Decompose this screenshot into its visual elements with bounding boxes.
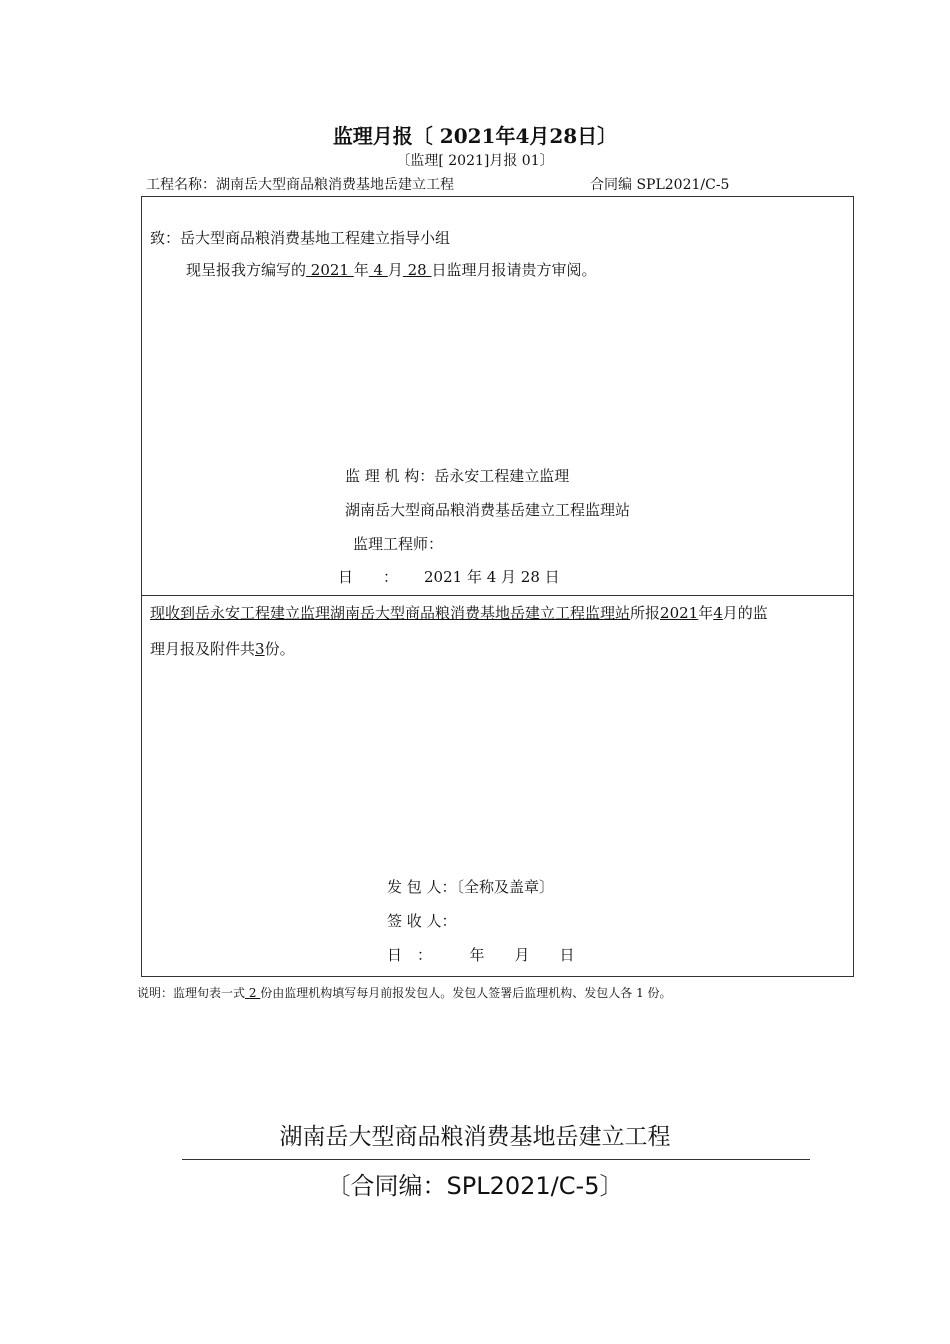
report-title: 监理月报〔 2021年4月28日〕 [332, 124, 618, 148]
submission-date-value: 2021 年 4 月 28 日 [424, 568, 560, 586]
receipt-year: 2021 [660, 604, 699, 622]
footer-contract-number: 〔合同编：SPL2021/C-5〕 [326, 1172, 624, 1200]
attachments-count: 3 [255, 640, 265, 658]
submission-day: 28 [402, 261, 432, 279]
supervision-station-name: 湖南岳大型商品粮消费基岳建立工程监理站 [345, 501, 631, 519]
signer-label: 签 收 人： [387, 912, 457, 930]
footer-project-title: 湖南岳大型商品粮消费基地岳建立工程 [279, 1124, 671, 1150]
footnote-count: 2 [245, 986, 261, 1000]
supervision-engineer-label: 监理工程师： [353, 535, 444, 553]
receipt-sender: 现收到岳永安工程建立监理湖南岳大型商品粮消费基地岳建立工程监理站 [150, 604, 631, 622]
submission-date-label: 日 ： [338, 568, 399, 586]
submission-month: 4 [368, 261, 388, 279]
receipt-month-suffix: 月的监 [722, 604, 768, 622]
footer-divider [182, 1159, 810, 1160]
project-name: 工程名称：湖南岳大型商品粮消费基地岳建立工程 [146, 177, 454, 193]
submission-year: 2021 [306, 261, 354, 279]
addressee-line: 致：岳大型商品粮消费基地工程建立指导小组 [150, 229, 451, 247]
footnote-prefix: 说明：监理旬表一式 [137, 986, 246, 1000]
receipt-month: 4 [713, 604, 723, 622]
attachments-prefix: 理月报及附件共 [150, 640, 256, 658]
supervision-org-label: 监 理 机 构：岳永安工程建立监理 [345, 467, 570, 485]
attachments-suffix: 份。 [264, 640, 295, 658]
contractor-label: 发 包 人：〔全称及盖章〕 [387, 878, 555, 896]
receipt-section [141, 594, 854, 977]
submission-suffix: 日监理月报请贵方审阅。 [431, 261, 597, 279]
report-number: 〔监理[ 2021]月报 01〕 [396, 153, 554, 169]
receipt-year-unit: 年 [698, 604, 714, 622]
footnote [137, 984, 672, 1001]
receipt-attachments [150, 638, 295, 659]
contract-number: 合同编 SPL2021/C-5 [590, 177, 730, 193]
footnote-suffix: 份由监理机构填写每月前报发包人。发包人签署后监理机构、发包人各 1 份。 [260, 986, 672, 1000]
report-submission-section [141, 196, 854, 596]
submission-prefix: 现呈报我方编写的 [186, 261, 307, 279]
submission-month-unit: 月 [387, 261, 403, 279]
receipt-mid: 所报 [630, 604, 661, 622]
submission-year-unit: 年 [353, 261, 369, 279]
receipt-statement [150, 602, 768, 623]
submission-statement [186, 259, 597, 280]
receipt-date-label: 日 ： 年 月 日 [387, 946, 575, 964]
